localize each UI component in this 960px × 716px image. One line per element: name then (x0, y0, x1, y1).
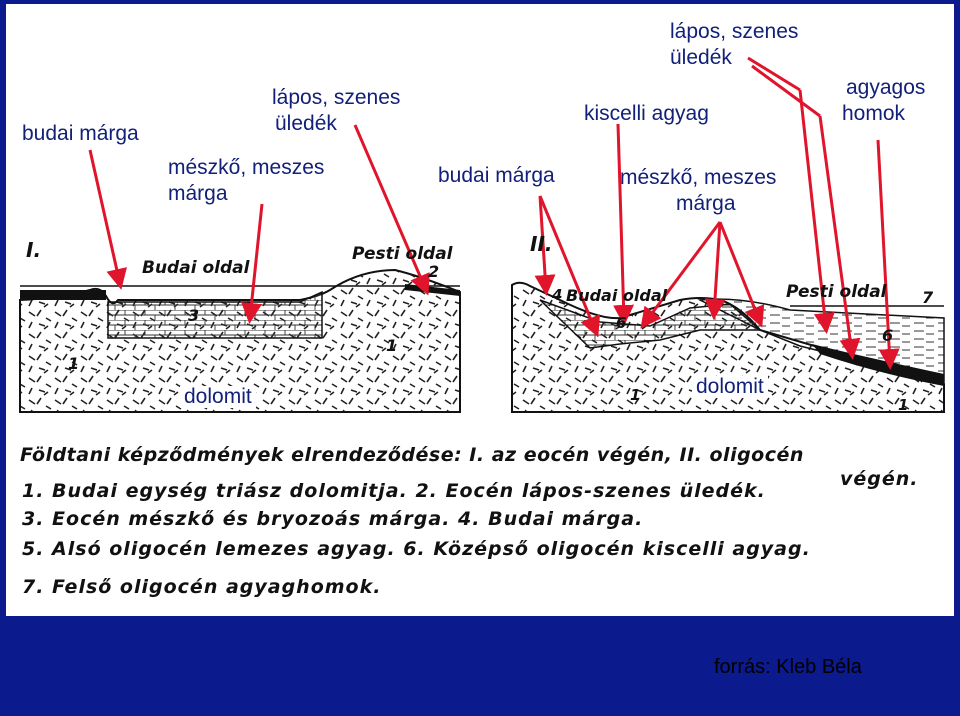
label-lapos-szenes-right-line1: lápos, szenes (670, 20, 799, 43)
sketch-number: 1 (386, 336, 398, 355)
sketch-budai-oldal-two: Budai oldal (566, 286, 668, 305)
label-dolomit-right: dolomit (692, 376, 768, 398)
sketch-number: 1 (898, 396, 909, 414)
sketch-number: 1 (68, 354, 80, 373)
sketch-number: 4 (552, 286, 563, 304)
label-meszko-left-line2: márga (168, 182, 228, 205)
caption-line-5: 7. Felső oligocén agyaghomok. (22, 576, 382, 598)
label-agyagos-line1: agyagos (846, 76, 926, 99)
label-agyagos-line2: homok (842, 102, 906, 125)
source-credit: forrás: Kleb Béla (714, 656, 862, 678)
label-dolomit-left: dolomit (180, 386, 256, 408)
label-meszko-left-line1: mészkő, meszes (168, 156, 325, 179)
sketch-section-one-mark: I. (26, 238, 42, 262)
sketch-budai-oldal-one: Budai oldal (142, 258, 250, 278)
sketch-pesti-oldal-two: Pesti oldal (786, 282, 887, 302)
sketch-number: 3 (188, 306, 200, 325)
caption-line-3: 3. Eocén mészkő és bryozoás márga. 4. Budai márga. (22, 508, 644, 530)
label-meszko-right-line2: márga (676, 192, 736, 215)
label-lapos-szenes-left-line2: üledék (275, 112, 337, 135)
sketch-number: 2 (428, 262, 440, 281)
limestone-layer-one (108, 292, 322, 338)
sketch-number: 6 (616, 314, 627, 332)
label-budai-marga-left: budai márga (22, 122, 139, 145)
caption-line-1b: végén. (840, 468, 919, 490)
caption-line-2: 1. Budai egység triász dolomitja. 2. Eocén lápos-szenes üledék. (22, 480, 766, 502)
sketch-pesti-oldal-one: Pesti oldal (352, 244, 453, 264)
sketch-number: 6 (882, 326, 894, 345)
label-lapos-szenes-left-line1: lápos, szenes (272, 86, 401, 109)
label-kiscelli-agyag: kiscelli agyag (584, 102, 709, 125)
label-meszko-right-line1: mészkő, meszes (620, 166, 777, 189)
caption-line-4: 5. Alsó oligocén lemezes agyag. 6. Középső oligocén kiscelli agyag. (22, 538, 811, 560)
sketch-number: 1 (630, 386, 641, 404)
label-budai-marga-center: budai márga (438, 164, 555, 187)
coal-layer-one-left (20, 290, 106, 300)
label-lapos-szenes-right-line2: üledék (670, 46, 732, 69)
sketch-section-two-mark: II. (530, 232, 553, 256)
sketch-number: 7 (922, 288, 934, 307)
caption-line-1: Földtani képződmények elrendeződése: I. az eocén végén, II. oligocén (20, 444, 804, 466)
